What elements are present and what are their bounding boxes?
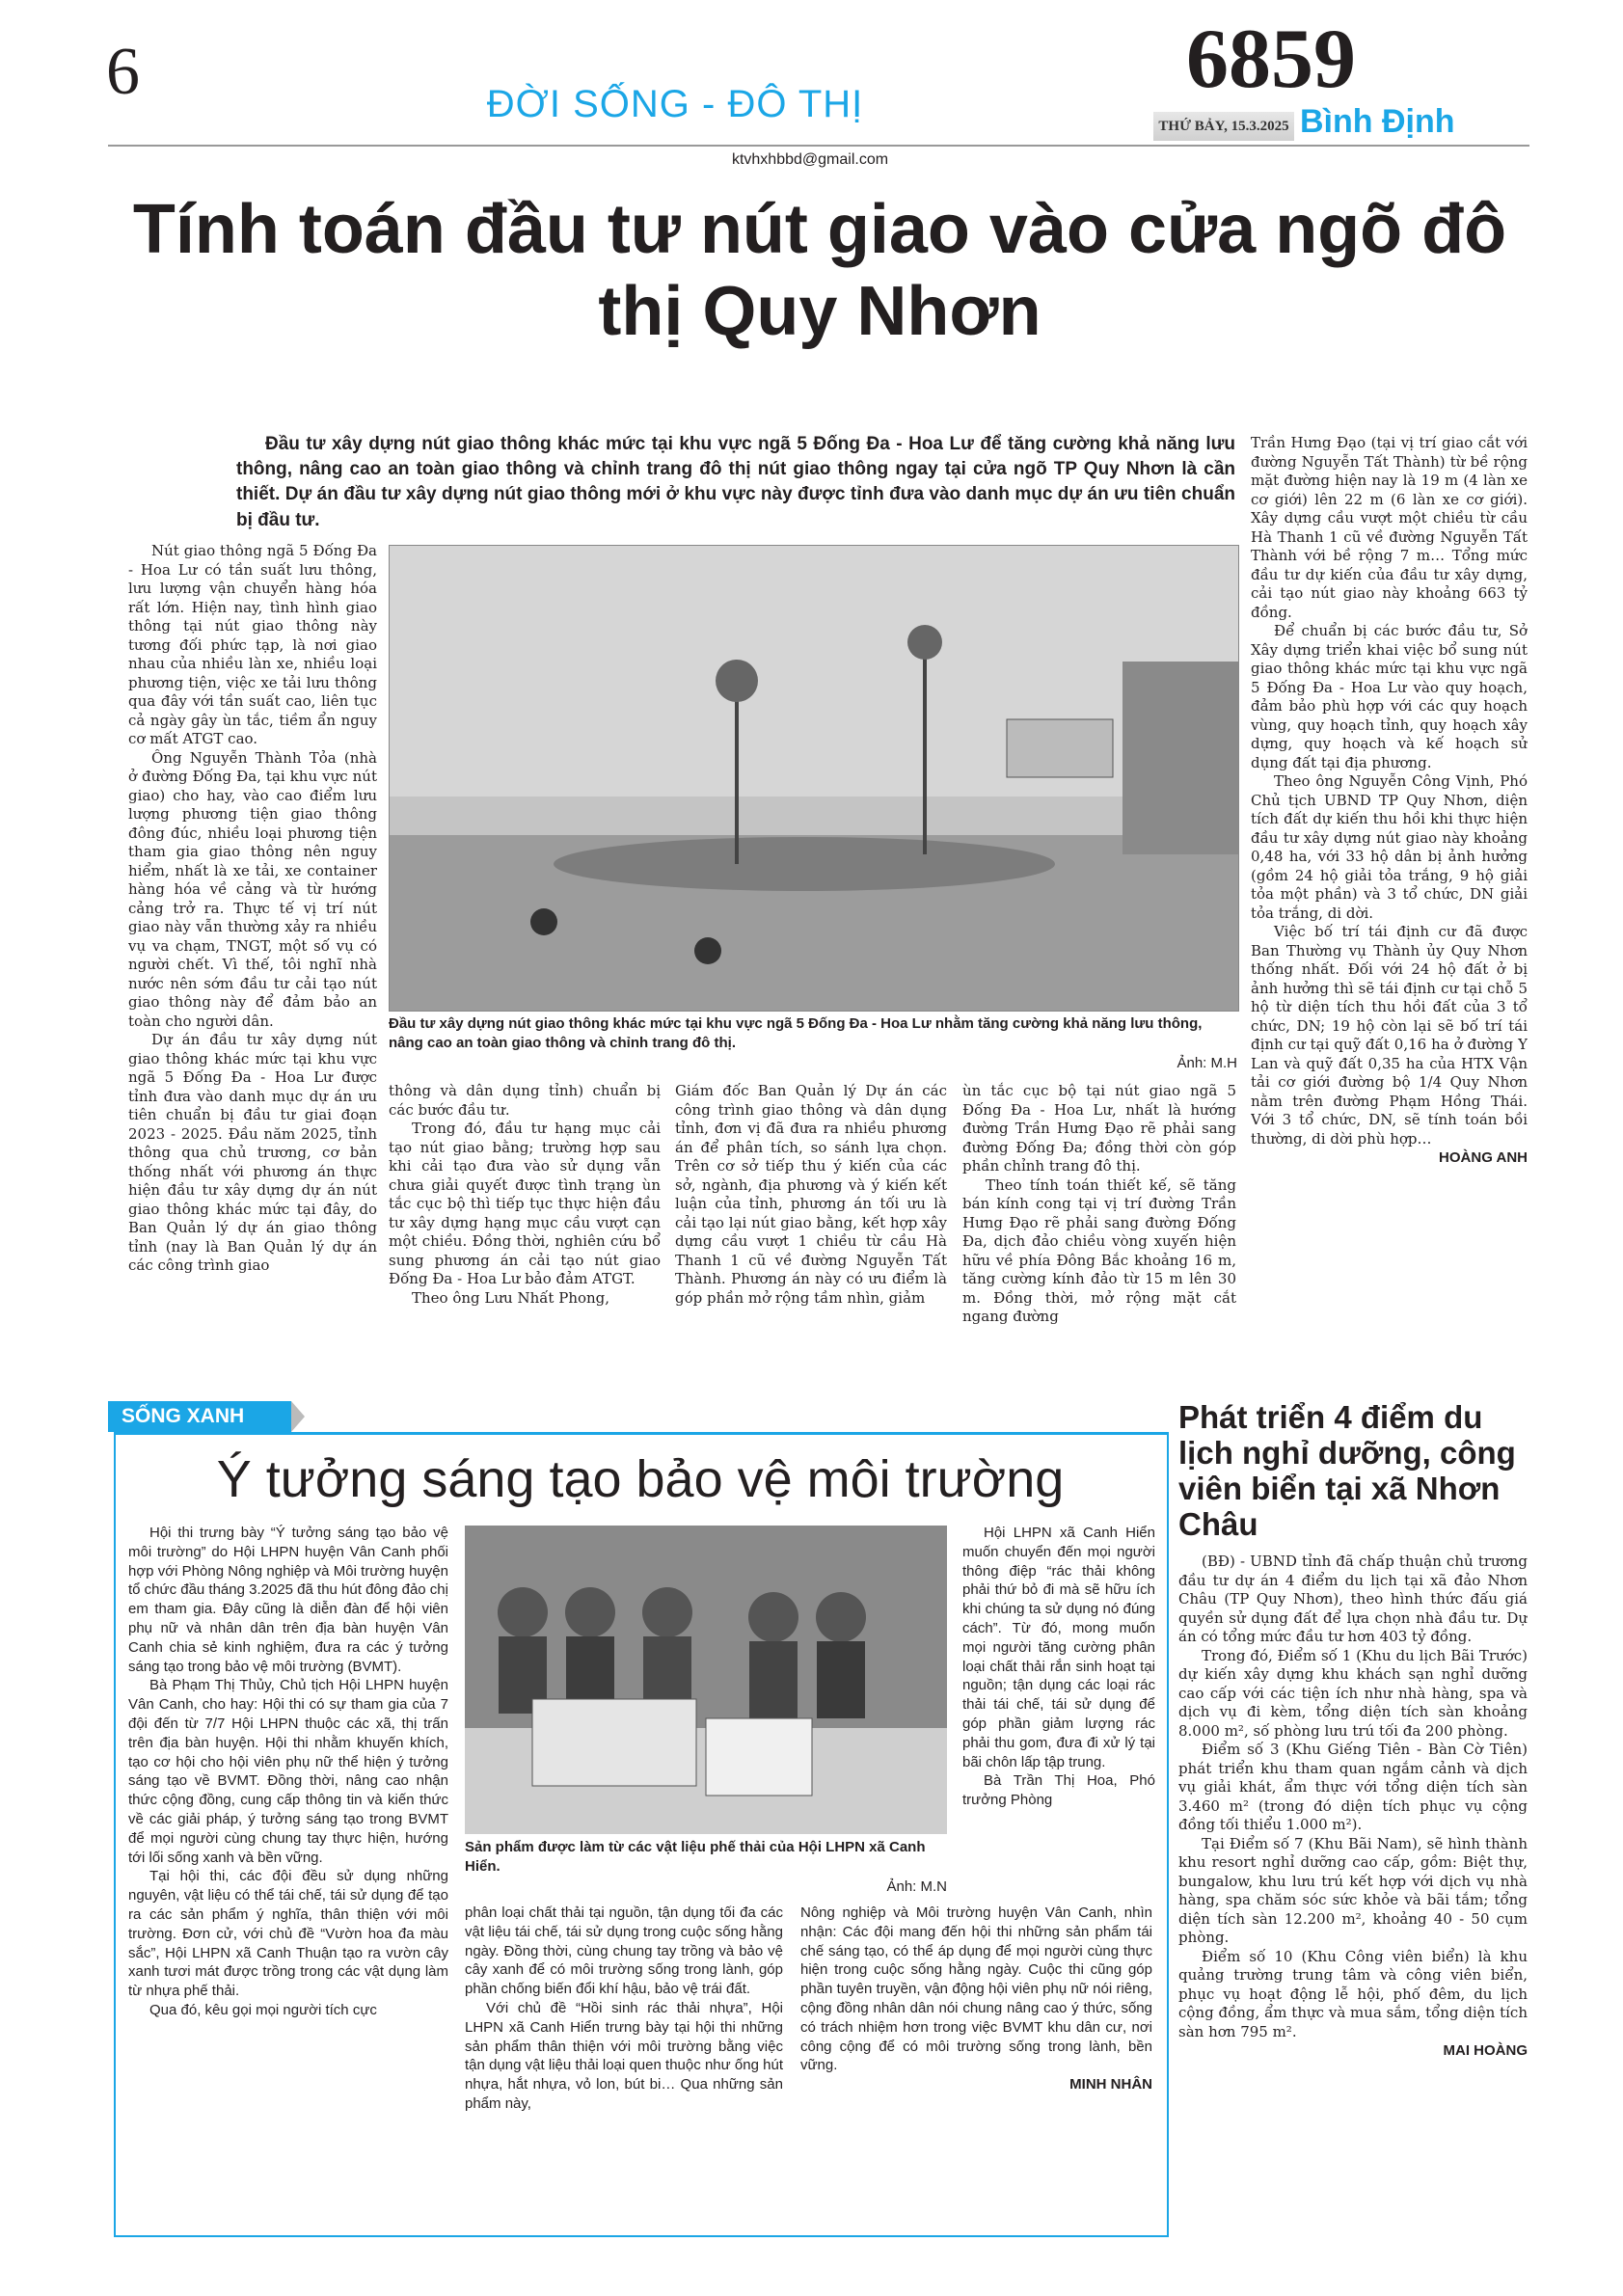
tag-arrow-icon — [291, 1401, 305, 1432]
paragraph: Nông nghiệp và Môi trường huyện Vân Canh, nhìn nhận: Các đội mang đến hội thi những sản phẩm tái chế sáng tạo, có thể áp dụng để mọi người cùng thực hiện trong cuộc sống hằng ngày. Cuộc thi cũng góp phần tuyên truyền, vận động hội viên phụ nữ nói riêng, cộng đồng nhân dân nói chung nâng cao ý thức, sống có trách nhiệm hơn trong việc BVMT khu dân cư, nơi công cộng để có môi trường sống trong lành, bền vững. — [800, 1904, 1152, 2074]
paragraph: Theo ông Lưu Nhất Phong, — [412, 1288, 610, 1307]
issue-date: THỨ BẢY, 15.3.2025 — [1153, 112, 1294, 141]
paragraph: Nút giao thông ngã 5 Đống Đa - Hoa Lư có tần suất lưu thông, lưu lượng vận chuyển hàng hóa rất lớn. Hiện nay, tình hình giao thông tại nút giao thông này tương đối phức tạp, là nơi giao nhau của nhiều làn xe, nhiều loại phương tiện, việc xe tải lưu thông qua đây với tần suất cao, liên tục cả ngày gây ùn tắc, tiềm ẩn nguy cơ mất ATGT cao. — [128, 542, 377, 747]
paragraph: Dự án đầu tư xây dựng nút giao thông khác mức tại khu vực ngã 5 Đống Đa - Hoa Lư được tỉnh đưa vào danh mục dự án ưu tiên chuẩn bị đầu tư giai đoạn 2023 - 2025. Đầu năm 2025, tỉnh thông qua chủ trương, cơ bản thống nhất với phương án thực hiện đầu tư xây dựng dự án nút giao thông khác mức tại đây, do Ban Quản lý dự án giao thông tỉnh (nay là Ban Quản lý dự án các công trình giao — [128, 1031, 377, 1274]
paragraph: Hội thi trưng bày “Ý tưởng sáng tạo bảo vệ môi trường” do Hội LHPN huyện Vân Canh phối hợp với Phòng Nông nghiệp và Môi trường huyện tổ chức đầu tháng 3.2025 đã thu hút đông đảo chị em tham gia. Đây cũng là diễn đàn để hội viên phụ nữ và nhân dân trên địa bàn huyện Vân Canh chia sẻ kinh nghiệm, đưa ra các ý tưởng sáng tạo trong bảo vệ môi trường (BVMT). — [128, 1525, 448, 1675]
article-column-4 — [962, 1082, 1236, 1387]
section-tag: SỐNG XANH — [108, 1401, 291, 1432]
article-author: HOÀNG ANH — [1439, 1149, 1528, 1166]
newspaper-logo: Bình Định — [1300, 103, 1455, 140]
article-column-2 — [389, 1082, 661, 1387]
paragraph: Theo tính toán thiết kế, sẽ tăng bán kính cong tại vị trí đường Trần Hưng Đạo rẽ phải sang đường Đống Đa, dịch đảo chiều vòng xuyến hiện hữu về phía Đông Bắc khoảng 16 m, tăng cường kính đảo từ 15 m lên 30 m. Đồng thời, mở rộng mặt cắt ngang đường — [962, 1175, 1236, 1325]
paragraph: Bà Trần Thị Hoa, Phó trưởng Phòng — [962, 1772, 1155, 1809]
article-headline: Ý tưởng sáng tạo bảo vệ môi trường — [216, 1450, 1065, 1508]
caption-text: Đầu tư xây dựng nút giao thông khác mức tại khu vực ngã 5 Đống Đa - Hoa Lư nhằm tăng cường khả năng lưu thông, nâng cao an toàn giao thông và chỉnh trang đô thị. — [389, 1015, 1203, 1052]
section-title: ĐỜI SỐNG - ĐÔ THỊ — [486, 83, 864, 125]
intersection-photo-illustration — [390, 546, 1238, 1011]
article-column-3 — [800, 1904, 1152, 2222]
paragraph: Hội LHPN xã Canh Hiển muốn chuyển đến mọi người thông điệp “rác thải không phải thứ bỏ đi mà sẽ hữu ích khi chúng ta sử dụng nó đúng cách”. Từ đó, mong muốn mọi người tăng cường phân loại chất thải rắn sinh hoạt tại nguồn; tận dụng các loại rác thải tái chế, tái sử dụng để góp phần giảm lượng rác phải thu gom, đưa đi xử lý tại bãi chôn lấp tập trung. — [962, 1525, 1155, 1770]
paragraph: Trần Hưng Đạo (tại vị trí giao cắt với đường Nguyễn Tất Thành) từ bề rộng mặt đường hiện nay là 19 m (4 làn xe cơ giới) lên 22 m (6 làn xe cơ giới). Xây dựng cầu vượt một chiều từ cầu Hà Thanh 1 cũ về đường Nguyễn Tất Thành với bề rộng 7 m… Tổng mức đầu tư dự kiến của đầu tư xây dựng, cải tạo nút giao này khoảng 663 tỷ đồng. — [1251, 434, 1528, 621]
paragraph: ùn tắc cục bộ tại nút giao ngã 5 Đống Đa - Hoa Lư, nhất là hướng đường Trần Hưng Đạo rẽ phải sang đường Đống Đa; đồng thời còn góp phần chỉnh trang đô thị. — [962, 1082, 1236, 1175]
article-author: MAI HOÀNG — [1443, 2042, 1528, 2059]
article-author: MINH NHÂN — [1069, 2076, 1152, 2093]
paragraph: Theo ông Nguyễn Công Vịnh, Phó Chủ tịch UBND TP Quy Nhơn, diện tích đất dự kiến thu hồi khi thực hiện đầu tư xây dựng nút giao này khoảng 0,48 ha, với 33 hộ dân bị ảnh hưởng (gồm 24 hộ giải tỏa trắng, 9 hộ giải tỏa một phần) và 3 tổ chức, DN giải tỏa trắng, di dời. — [1251, 772, 1528, 922]
paragraph: Qua đó, kêu gọi mọi người tích cực — [149, 2001, 377, 2018]
paragraph: Tại hội thi, các đội đều sử dụng những nguyên, vật liệu có thể tái chế, tái sử dụng để tạo ra các sản phẩm ý nghĩa, thân thiện với môi trường. Đơn cử, với chủ đề “Vườn hoa đa màu sắc”, Hội LHPN xã Canh Thuận tạo ra vườn cây xanh tươi mát được trồng trong các vật dụng làm từ nhựa phế thải. — [128, 1868, 448, 2000]
photo-caption — [465, 1838, 947, 1898]
recycled-products-photo — [465, 1526, 947, 1834]
article-headline: Tính toán đầu tư nút giao vào cửa ngõ đô thị Quy Nhơn — [132, 191, 1507, 350]
issue-number: 6859 — [1186, 13, 1356, 106]
paragraph: (BĐ) - UBND tỉnh đã chấp thuận chủ trương đầu tư dự án 4 điểm du lịch tại xã đảo Nhơn Châu (TP Quy Nhơn), theo hình thức đấu giá quyền sử dụng đất để lựa chọn nhà đầu tư. Dự án có tổng mức đầu tư hơn 403 tỷ đồng. — [1178, 1553, 1528, 1645]
photo-caption — [389, 1014, 1237, 1076]
intersection-photo — [389, 545, 1239, 1012]
caption-text: Sản phẩm được làm từ các vật liệu phế thải của Hội LHPN xã Canh Hiển. — [465, 1839, 926, 1876]
article-column-1 — [128, 542, 377, 1381]
page-number: 6 — [106, 35, 140, 109]
recycled-products-illustration — [465, 1526, 947, 1834]
article-column-1 — [128, 1524, 448, 2223]
photo-credit: Ảnh: M.N — [886, 1877, 947, 1895]
paragraph: thông và dân dụng tỉnh) chuẩn bị các bước đầu tư. — [389, 1082, 661, 1119]
paragraph: phân loại chất thải tại nguồn, tận dụng tối đa các vật liệu tái chế, tái sử dụng trong cuộc sống hằng ngày. Đồng thời, cùng chung tay trồng và bảo vệ cây xanh để có môi trường sống trong lành, góp phần chống biến đổi khí hậu, bảo vệ trái đất. — [465, 1904, 783, 1998]
article-column-3 — [675, 1082, 947, 1387]
paragraph: Điểm số 10 (Khu Công viên biển) là khu quảng trường trung tâm và công viên biển, phục vụ hoạt động lễ hội, phố đêm, du lịch cộng đồng, ẩm thực và mua sắm, tổng diện tích sàn hơn 795 m². — [1178, 1947, 1528, 2040]
paragraph: Tại Điểm số 7 (Khu Bãi Nam), sẽ hình thành khu resort nghỉ dưỡng cao cấp, gồm: Biệt thự, bungalow, khu lưu trú kết hợp với dịch vụ nhà hàng, spa chăm sóc sức khỏe và bãi tắm; tổng diện tích sàn 12.200 m², khoảng 40 - 50 cụm phòng. — [1178, 1834, 1528, 1946]
paragraph: Trong đó, đầu tư hạng mục cải tạo nút giao bằng; trường hợp sau khi cải tạo đưa vào sử dụng vẫn chưa giải quyết được tình trạng ùn tắc cục bộ thì tiếp tục thực hiện đầu tư xây dựng hạng mục cầu vượt cạn một chiều. Đồng thời, nghiên cứu bổ sung phương án cải tạo nút giao Đống Đa - Hoa Lư bảo đảm ATGT. — [389, 1120, 661, 1287]
paragraph: Trong đó, Điểm số 1 (Khu du lịch Bãi Trước) dự kiến xây dựng khu khách sạn nghỉ dưỡng cao cấp với các tiện ích như nhà hàng, spa và dịch vụ đi kèm, tổng diện tích sàn khoảng 8.000 m², số phòng lưu trú tối đa 200 phòng. — [1178, 1646, 1528, 1740]
article-body — [1178, 1553, 1528, 2228]
header-rule — [108, 145, 1529, 147]
photo-credit: Ảnh: M.H — [1177, 1054, 1237, 1071]
paragraph: Việc bố trí tái định cư đã được Ban Thường vụ Thành ủy Quy Nhơn thống nhất. Đối với 24 hộ đất ở bị ảnh hưởng thì sẽ tái định cư tại chỗ 5 hộ từ diện tích thu hồi đất của 3 tổ chức, DN; 19 hộ còn lại sẽ bố trí tái định cư tại quỹ đất 0,16 ha ở đường Y Lan và quỹ đất 0,35 ha của HTX Vận tải cơ giới đường bộ 1/4 Quy Nhơn nằm trên đường Phạm Hồng Thái. Với 3 tổ chức, DN, sẽ tính toán bồi thường, di dời phù hợp… — [1251, 923, 1528, 1148]
article-column-5 — [1251, 434, 1528, 1384]
paragraph: Để chuẩn bị các bước đầu tư, Sở Xây dựng triển khai việc bổ sung nút giao thông khác mức tại khu vực ngã 5 Đống Đa - Hoa Lư vào quy hoạch, đảm bảo phù hợp với các quy hoạch vùng, quy hoạch tỉnh, quy hoạch xây dựng, quy hoạch và kế hoạch sử dụng đất tại địa phương. — [1251, 622, 1528, 771]
article-lead: Đầu tư xây dựng nút giao thông khác mức tại khu vực ngã 5 Đống Đa - Hoa Lư để tăng cường khả năng lưu thông, nâng cao an toàn giao thông và chỉnh trang đô thị nút giao thông ngay tại cửa ngõ TP Quy Nhơn là cần thiết. Dự án đầu tư xây dựng nút giao thông mới ở khu vực này được tỉnh đưa vào danh mục dự án ưu tiên chuẩn bị đầu tư. — [236, 434, 1235, 530]
article-column-4 — [962, 1524, 1155, 1900]
paragraph: Giám đốc Ban Quản lý Dự án các công trình giao thông và dân dụng tỉnh, đơn vị đã đưa ra nhiều phương án để phân tích, so sánh lựa chọn. Trên cơ sở tiếp thu ý kiến của các sở, ngành, địa phương và ý kiến kết luận của tỉnh, phương án tối ưu là cải tạo lại nút giao bằng, kết hợp xây dựng cầu vượt 1 chiều từ cầu Hà Thanh 1 cũ về đường Nguyễn Tất Thành. Phương án này có ưu điểm là góp phần mở rộng tầm nhìn, giảm — [675, 1082, 947, 1307]
paragraph: Với chủ đề “Hồi sinh rác thải nhựa”, Hội LHPN xã Canh Hiển trưng bày tại hội thi những sản phẩm thân thiện với môi trường bằng việc tận dụng vật liệu thải loại quen thuộc như ống hút nhựa, hắt nhựa, vỏ lon, bút bi… Qua những sản phẩm này, — [465, 1999, 783, 2112]
section-email: ktvhxhbbd@gmail.com — [731, 151, 889, 168]
article-column-2 — [465, 1904, 783, 2222]
paragraph: Bà Phạm Thị Thủy, Chủ tịch Hội LHPN huyện Vân Canh, cho hay: Hội thi có sự tham gia của 7 đội đến từ 7/7 Hội LHPN thuộc các xã, thị trấn trên địa bàn huyện. Hội thi nhằm khuyến khích, tạo cơ hội cho hội viên phụ nữ thể hiện ý tưởng sáng tạo về BVMT. Đồng thời, nâng cao nhận thức cộng đồng, cung cấp thông tin và kiến thức về các giải pháp, ý tưởng sáng tạo trong BVMT để mọi người cùng chung tay thực hiện, hướng tới lối sống xanh và bền vững. — [128, 1677, 448, 1866]
paragraph: Ông Nguyễn Thành Tỏa (nhà ở đường Đống Đa, tại khu vực nút giao) cho hay, vào cao điểm lưu lượng phương tiện giao thông đông đúc, nhiều loại phương tiện tham gia giao thông nên nguy hiểm, nhất là xe tải, xe container hàng hóa về cảng và từ hướng cảng trở ra. Thực tế vị trí nút giao này vẫn thường xảy ra nhiều vụ va chạm, TNGT, một số vụ có người chết. Vì thế, tôi nghĩ nhà nước nên sớm đầu tư cải tạo nút giao thông này để đảm bảo an toàn cho người dân. — [128, 748, 377, 1030]
article-headline: Phát triển 4 điểm du lịch nghỉ dưỡng, công viên biển tại xã Nhơn Châu — [1178, 1400, 1516, 1542]
paragraph: Điểm số 3 (Khu Giếng Tiên - Bàn Cờ Tiên) phát triển khu tham quan ngắm cảnh và dịch vụ giải khát, ẩm thực với tổng diện tích sàn 3.460 m² (trong đó diện tích phục vụ cộng đồng tối thiểu 1.000 m²). — [1178, 1741, 1528, 1833]
